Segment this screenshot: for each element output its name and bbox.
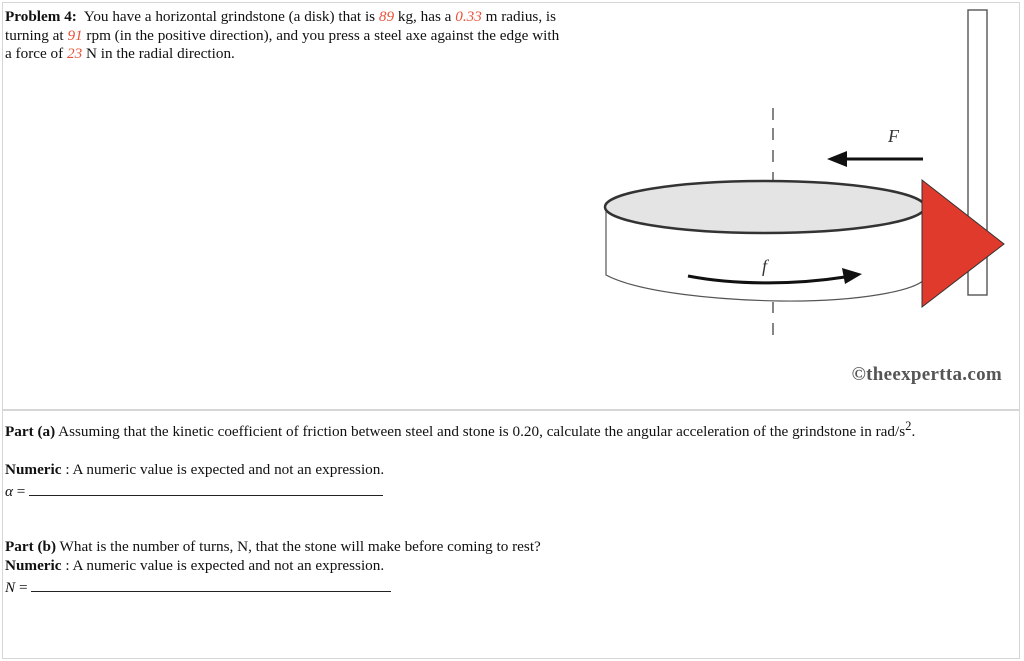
part-b-numeric bbox=[5, 557, 995, 576]
part-b-text: What is the number of turns, N, that the stone will make before coming to rest? bbox=[56, 538, 541, 555]
problem-text-1: You have a horizontal grindstone (a disk) that is bbox=[83, 8, 379, 25]
force-arrowhead bbox=[827, 151, 847, 167]
problem-text-3: m radius, is turning at bbox=[5, 8, 557, 44]
part-b-equals: = bbox=[15, 579, 32, 596]
radius-value: 0.33 bbox=[455, 8, 482, 25]
part-a-numeric bbox=[5, 461, 995, 480]
part-a bbox=[5, 417, 995, 442]
part-a-numeric-label: Numeric bbox=[5, 461, 62, 478]
part-a-text: Assuming that the kinetic coefficient of friction between steel and stone is 0.20, calculate the angular acceleration of the grindstone in rad/s bbox=[55, 423, 906, 441]
part-b-label: Part (b) bbox=[5, 538, 57, 555]
grindstone-top bbox=[605, 181, 925, 233]
part-a-label: Part (a) bbox=[5, 423, 56, 441]
part-a-sup: 2 bbox=[905, 419, 912, 433]
part-b-answer-row bbox=[5, 577, 995, 598]
watermark: ©theexpertta.com bbox=[851, 364, 1002, 385]
problem-text-4: rpm (in the positive direction), and you press a steel axe against the edge with a force of bbox=[5, 26, 560, 62]
friction-label: f bbox=[762, 256, 768, 276]
part-b bbox=[5, 538, 995, 557]
problem-label: Problem 4: bbox=[5, 8, 77, 25]
force-value: 23 bbox=[66, 45, 83, 62]
part-b-numeric-label: Numeric bbox=[5, 557, 62, 574]
n-symbol: N bbox=[5, 579, 16, 596]
part-b-numeric-text: : A numeric value is expected and not an expression. bbox=[61, 557, 385, 574]
alpha-symbol: α bbox=[5, 483, 13, 500]
problem-text-2: kg, has a bbox=[394, 8, 456, 25]
turns-answer-field[interactable] bbox=[31, 577, 391, 592]
problem-text-5: N in the radial direction. bbox=[82, 45, 235, 62]
rpm-value: 91 bbox=[67, 26, 83, 44]
force-label: F bbox=[888, 126, 899, 146]
part-a-answer-row bbox=[5, 481, 995, 502]
mass-value: 89 bbox=[378, 8, 395, 25]
part-a-equals: = bbox=[12, 483, 30, 500]
part-a-period: . bbox=[911, 423, 916, 441]
part-a-numeric-text: : A numeric value is expected and not an expression. bbox=[61, 461, 385, 478]
alpha-answer-field[interactable] bbox=[29, 481, 383, 496]
axe-head bbox=[922, 180, 1004, 307]
